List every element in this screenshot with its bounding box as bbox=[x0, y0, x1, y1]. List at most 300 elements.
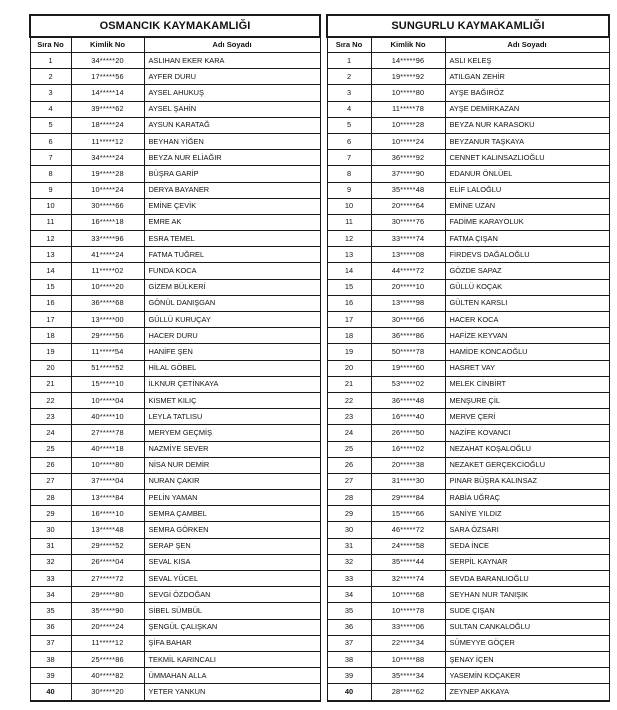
row-number: 25 bbox=[327, 441, 371, 457]
id-number: 30*****66 bbox=[371, 312, 445, 328]
table-row bbox=[30, 554, 320, 570]
full-name: CENNET KALINSAZLIOĞLU bbox=[445, 150, 609, 166]
row-number: 3 bbox=[30, 85, 71, 101]
row-number: 5 bbox=[30, 117, 71, 133]
row-number: 21 bbox=[327, 376, 371, 392]
full-name: ÜMMAHAN ALLA bbox=[144, 668, 320, 684]
full-name: FATMA TUĞREL bbox=[144, 247, 320, 263]
id-number: 41*****24 bbox=[71, 247, 144, 263]
id-number: 33*****96 bbox=[71, 231, 144, 247]
row-number: 6 bbox=[327, 133, 371, 149]
sungurlu-table bbox=[326, 14, 610, 702]
table-row bbox=[30, 587, 320, 603]
row-number: 11 bbox=[327, 214, 371, 230]
row-number: 32 bbox=[327, 554, 371, 570]
full-name: SÜMEYYE GÖÇER bbox=[445, 635, 609, 651]
full-name: ŞENAY İÇEN bbox=[445, 651, 609, 667]
row-number: 19 bbox=[327, 344, 371, 360]
id-number: 29*****84 bbox=[371, 490, 445, 506]
id-number: 16*****18 bbox=[71, 214, 144, 230]
row-number: 11 bbox=[30, 214, 71, 230]
row-number: 2 bbox=[30, 69, 71, 85]
osmancik-title: OSMANCIK KAYMAKAMLIĞI bbox=[30, 15, 320, 37]
full-name: SERPİL KAYNAR bbox=[445, 554, 609, 570]
table-row bbox=[30, 53, 320, 69]
row-number: 24 bbox=[327, 425, 371, 441]
id-number: 17*****56 bbox=[71, 69, 144, 85]
row-number: 29 bbox=[30, 506, 71, 522]
row-number: 20 bbox=[327, 360, 371, 376]
row-number: 15 bbox=[327, 279, 371, 295]
table-row bbox=[30, 295, 320, 311]
table-row bbox=[30, 603, 320, 619]
row-number: 14 bbox=[30, 263, 71, 279]
row-number: 7 bbox=[327, 150, 371, 166]
row-number: 9 bbox=[327, 182, 371, 198]
full-name: HASRET VAY bbox=[445, 360, 609, 376]
row-number: 15 bbox=[30, 279, 71, 295]
full-name: TEKMİL KARINCALI bbox=[144, 651, 320, 667]
full-name: MELEK CİNBİRT bbox=[445, 376, 609, 392]
id-number: 19*****60 bbox=[371, 360, 445, 376]
row-number: 37 bbox=[30, 635, 71, 651]
full-name: NURAN ÇAKIR bbox=[144, 473, 320, 489]
row-number: 22 bbox=[327, 392, 371, 408]
full-name: YASEMİN KOÇAKER bbox=[445, 668, 609, 684]
column-header-name: Adı Soyadı bbox=[144, 37, 320, 53]
full-name: ATILGAN ZEHİR bbox=[445, 69, 609, 85]
id-number: 15*****10 bbox=[71, 376, 144, 392]
full-name: GÖZDE SAPAZ bbox=[445, 263, 609, 279]
full-name: AYŞE BAĞIRÖZ bbox=[445, 85, 609, 101]
row-number: 35 bbox=[327, 603, 371, 619]
id-number: 34*****24 bbox=[71, 150, 144, 166]
row-number: 13 bbox=[327, 247, 371, 263]
row-number: 39 bbox=[327, 668, 371, 684]
full-name: SERAP ŞEN bbox=[144, 538, 320, 554]
table-row bbox=[327, 619, 609, 635]
id-number: 50*****78 bbox=[371, 344, 445, 360]
sungurlu-rows bbox=[327, 53, 609, 701]
full-name: GİZEM BÜLKERİ bbox=[144, 279, 320, 295]
full-name: SEVAL KISA bbox=[144, 554, 320, 570]
table-row bbox=[30, 247, 320, 263]
row-number: 36 bbox=[30, 619, 71, 635]
id-number: 35*****90 bbox=[71, 603, 144, 619]
id-number: 39*****62 bbox=[71, 101, 144, 117]
table-row bbox=[327, 214, 609, 230]
table-row bbox=[30, 635, 320, 651]
full-name: ŞİFA BAHAR bbox=[144, 635, 320, 651]
table-row bbox=[327, 392, 609, 408]
row-number: 10 bbox=[327, 198, 371, 214]
id-number: 46*****72 bbox=[371, 522, 445, 538]
table-row bbox=[327, 587, 609, 603]
table-row bbox=[327, 69, 609, 85]
column-header-id: Kimlik No bbox=[71, 37, 144, 53]
full-name: AYSUN KARATAĞ bbox=[144, 117, 320, 133]
row-number: 27 bbox=[30, 473, 71, 489]
id-number: 10*****04 bbox=[71, 392, 144, 408]
table-row bbox=[327, 538, 609, 554]
full-name: SARA ÖZSARI bbox=[445, 522, 609, 538]
id-number: 44*****72 bbox=[371, 263, 445, 279]
full-name: SİBEL SÜMBÜL bbox=[144, 603, 320, 619]
full-name: SULTAN CANKALOĞLU bbox=[445, 619, 609, 635]
table-row bbox=[327, 651, 609, 667]
column-header-id: Kimlik No bbox=[371, 37, 445, 53]
osmancik-rows bbox=[30, 53, 320, 701]
id-number: 24*****58 bbox=[371, 538, 445, 554]
id-number: 10*****88 bbox=[371, 651, 445, 667]
id-number: 27*****78 bbox=[71, 425, 144, 441]
full-name: LEYLA TATLISU bbox=[144, 409, 320, 425]
table-row bbox=[30, 198, 320, 214]
table-row bbox=[327, 344, 609, 360]
row-number: 36 bbox=[327, 619, 371, 635]
row-number: 17 bbox=[30, 312, 71, 328]
row-number: 7 bbox=[30, 150, 71, 166]
full-name: SUDE ÇIŞAN bbox=[445, 603, 609, 619]
table-row bbox=[327, 684, 609, 701]
id-number: 37*****04 bbox=[71, 473, 144, 489]
id-number: 51*****52 bbox=[71, 360, 144, 376]
id-number: 13*****08 bbox=[371, 247, 445, 263]
full-name: BEYZANUR TAŞKAYA bbox=[445, 133, 609, 149]
row-number: 16 bbox=[30, 295, 71, 311]
full-name: NİSA NUR DEMİR bbox=[144, 457, 320, 473]
row-number: 25 bbox=[30, 441, 71, 457]
id-number: 11*****54 bbox=[71, 344, 144, 360]
row-number: 18 bbox=[327, 328, 371, 344]
row-number: 35 bbox=[30, 603, 71, 619]
full-name: NAZİFE KOVANCI bbox=[445, 425, 609, 441]
full-name: EMİNE UZAN bbox=[445, 198, 609, 214]
row-number: 22 bbox=[30, 392, 71, 408]
row-number: 2 bbox=[327, 69, 371, 85]
table-row bbox=[327, 53, 609, 69]
id-number: 26*****04 bbox=[71, 554, 144, 570]
id-number: 37*****90 bbox=[371, 166, 445, 182]
id-number: 13*****84 bbox=[71, 490, 144, 506]
id-number: 11*****12 bbox=[71, 133, 144, 149]
full-name: FATMA ÇIŞAN bbox=[445, 231, 609, 247]
table-row bbox=[30, 392, 320, 408]
table-row bbox=[30, 538, 320, 554]
table-row bbox=[327, 279, 609, 295]
row-number: 24 bbox=[30, 425, 71, 441]
full-name: EMİNE ÇEVİK bbox=[144, 198, 320, 214]
row-number: 38 bbox=[30, 651, 71, 667]
row-number: 20 bbox=[30, 360, 71, 376]
table-row bbox=[327, 360, 609, 376]
full-name: BEYZA NUR KARASOKU bbox=[445, 117, 609, 133]
row-number: 26 bbox=[30, 457, 71, 473]
table-row bbox=[327, 182, 609, 198]
full-name: BEYHAN YİĞEN bbox=[144, 133, 320, 149]
table-row bbox=[327, 166, 609, 182]
full-name: MERVE ÇERİ bbox=[445, 409, 609, 425]
id-number: 22*****34 bbox=[371, 635, 445, 651]
row-number: 28 bbox=[327, 490, 371, 506]
row-number: 4 bbox=[327, 101, 371, 117]
full-name: SEYHAN NUR TANIŞIK bbox=[445, 587, 609, 603]
id-number: 10*****80 bbox=[371, 85, 445, 101]
row-number: 23 bbox=[30, 409, 71, 425]
table-row bbox=[30, 441, 320, 457]
table-row bbox=[327, 522, 609, 538]
column-header-no: Sıra No bbox=[30, 37, 71, 53]
id-number: 33*****74 bbox=[371, 231, 445, 247]
id-number: 11*****02 bbox=[71, 263, 144, 279]
full-name: AYSEL ŞAHİN bbox=[144, 101, 320, 117]
id-number: 14*****96 bbox=[371, 53, 445, 69]
table-row bbox=[327, 231, 609, 247]
full-name: ELİF LALOĞLU bbox=[445, 182, 609, 198]
full-name: RABİA UĞRAÇ bbox=[445, 490, 609, 506]
id-number: 10*****24 bbox=[71, 182, 144, 198]
row-number: 31 bbox=[30, 538, 71, 554]
full-name: AYŞE DEMİRKAZAN bbox=[445, 101, 609, 117]
id-number: 15*****66 bbox=[371, 506, 445, 522]
id-number: 31*****30 bbox=[371, 473, 445, 489]
id-number: 10*****68 bbox=[371, 587, 445, 603]
table-row bbox=[30, 328, 320, 344]
id-number: 40*****18 bbox=[71, 441, 144, 457]
full-name: MENŞURE ÇİL bbox=[445, 392, 609, 408]
table-row bbox=[30, 214, 320, 230]
full-name: SEVGİ ÖZDOĞAN bbox=[144, 587, 320, 603]
table-row bbox=[30, 571, 320, 587]
table-row bbox=[30, 312, 320, 328]
table-row bbox=[327, 295, 609, 311]
row-number: 26 bbox=[327, 457, 371, 473]
full-name: NAZMİYE SEVER bbox=[144, 441, 320, 457]
table-row bbox=[30, 668, 320, 684]
table-row bbox=[30, 231, 320, 247]
full-name: PINAR BÜŞRA KALINSAZ bbox=[445, 473, 609, 489]
full-name: HAMİDE KONCAOĞLU bbox=[445, 344, 609, 360]
id-number: 29*****80 bbox=[71, 587, 144, 603]
full-name: GÜLLÜ KOÇAK bbox=[445, 279, 609, 295]
full-name: PELİN YAMAN bbox=[144, 490, 320, 506]
table-row bbox=[327, 425, 609, 441]
id-number: 19*****28 bbox=[71, 166, 144, 182]
table-row bbox=[30, 651, 320, 667]
table-row bbox=[30, 69, 320, 85]
row-number: 9 bbox=[30, 182, 71, 198]
id-number: 16*****40 bbox=[371, 409, 445, 425]
full-name: KISMET KILIÇ bbox=[144, 392, 320, 408]
row-number: 12 bbox=[327, 231, 371, 247]
full-name: ASLI KELEŞ bbox=[445, 53, 609, 69]
row-number: 12 bbox=[30, 231, 71, 247]
table-row bbox=[327, 198, 609, 214]
row-number: 30 bbox=[30, 522, 71, 538]
full-name: MERYEM GEÇMİŞ bbox=[144, 425, 320, 441]
row-number: 40 bbox=[327, 684, 371, 701]
full-name: GÜLTEN KARSLI bbox=[445, 295, 609, 311]
id-number: 35*****44 bbox=[371, 554, 445, 570]
full-name: NEZAHAT KOŞALOĞLU bbox=[445, 441, 609, 457]
table-row bbox=[30, 344, 320, 360]
table-row bbox=[327, 603, 609, 619]
row-number: 1 bbox=[30, 53, 71, 69]
full-name: HİLAL GÖBEL bbox=[144, 360, 320, 376]
row-number: 16 bbox=[327, 295, 371, 311]
id-number: 28*****62 bbox=[371, 684, 445, 701]
row-number: 6 bbox=[30, 133, 71, 149]
row-number: 32 bbox=[30, 554, 71, 570]
table-row bbox=[327, 133, 609, 149]
id-number: 40*****82 bbox=[71, 668, 144, 684]
full-name: EDANUR ÖNLÜEL bbox=[445, 166, 609, 182]
osmancik-table bbox=[29, 14, 321, 702]
full-name: FUNDA KOCA bbox=[144, 263, 320, 279]
full-name: ASLIHAN EKER KARA bbox=[144, 53, 320, 69]
table-row bbox=[327, 117, 609, 133]
id-number: 35*****48 bbox=[371, 182, 445, 198]
table-row bbox=[30, 376, 320, 392]
row-number: 5 bbox=[327, 117, 371, 133]
table-row bbox=[30, 490, 320, 506]
id-number: 27*****72 bbox=[71, 571, 144, 587]
row-number: 21 bbox=[30, 376, 71, 392]
id-number: 36*****68 bbox=[71, 295, 144, 311]
table-row bbox=[30, 150, 320, 166]
table-row bbox=[30, 360, 320, 376]
osmancik-list bbox=[29, 14, 321, 702]
row-number: 28 bbox=[30, 490, 71, 506]
table-row bbox=[30, 101, 320, 117]
full-name: İLKNUR ÇETİNKAYA bbox=[144, 376, 320, 392]
table-row bbox=[30, 279, 320, 295]
id-number: 20*****10 bbox=[371, 279, 445, 295]
full-name: GÜLLÜ KURUÇAY bbox=[144, 312, 320, 328]
full-name: YETER YANKUN bbox=[144, 684, 320, 701]
id-number: 30*****76 bbox=[371, 214, 445, 230]
id-number: 10*****80 bbox=[71, 457, 144, 473]
table-row bbox=[30, 166, 320, 182]
id-number: 32*****74 bbox=[371, 571, 445, 587]
table-row bbox=[30, 425, 320, 441]
row-number: 34 bbox=[30, 587, 71, 603]
full-name: HACER DURU bbox=[144, 328, 320, 344]
id-number: 36*****48 bbox=[371, 392, 445, 408]
table-row bbox=[30, 522, 320, 538]
table-row bbox=[327, 668, 609, 684]
table-row bbox=[327, 506, 609, 522]
id-number: 18*****24 bbox=[71, 117, 144, 133]
id-number: 40*****10 bbox=[71, 409, 144, 425]
row-number: 39 bbox=[30, 668, 71, 684]
full-name: ZEYNEP AKKAYA bbox=[445, 684, 609, 701]
id-number: 13*****48 bbox=[71, 522, 144, 538]
id-number: 20*****64 bbox=[371, 198, 445, 214]
id-number: 33*****06 bbox=[371, 619, 445, 635]
row-number: 30 bbox=[327, 522, 371, 538]
sungurlu-list bbox=[326, 14, 610, 702]
full-name: SEMRA ÇAMBEL bbox=[144, 506, 320, 522]
id-number: 14*****14 bbox=[71, 85, 144, 101]
table-row bbox=[327, 85, 609, 101]
row-number: 23 bbox=[327, 409, 371, 425]
row-number: 34 bbox=[327, 587, 371, 603]
row-number: 4 bbox=[30, 101, 71, 117]
full-name: BEYZA NUR ELİAĞIR bbox=[144, 150, 320, 166]
full-name: SEVDA BARANLIOĞLU bbox=[445, 571, 609, 587]
row-number: 17 bbox=[327, 312, 371, 328]
full-name: GÖNÜL DANIŞGAN bbox=[144, 295, 320, 311]
full-name: HACER KOCA bbox=[445, 312, 609, 328]
table-row bbox=[30, 457, 320, 473]
row-number: 31 bbox=[327, 538, 371, 554]
row-number: 1 bbox=[327, 53, 371, 69]
table-row bbox=[327, 490, 609, 506]
row-number: 29 bbox=[327, 506, 371, 522]
table-row bbox=[30, 409, 320, 425]
table-row bbox=[30, 619, 320, 635]
row-number: 3 bbox=[327, 85, 371, 101]
table-row bbox=[327, 376, 609, 392]
row-number: 18 bbox=[30, 328, 71, 344]
table-row bbox=[327, 150, 609, 166]
row-number: 40 bbox=[30, 684, 71, 701]
row-number: 38 bbox=[327, 651, 371, 667]
table-row bbox=[327, 441, 609, 457]
table-row bbox=[30, 85, 320, 101]
full-name: AYSEL AHUKUŞ bbox=[144, 85, 320, 101]
table-row bbox=[327, 409, 609, 425]
id-number: 10*****78 bbox=[371, 603, 445, 619]
table-row bbox=[30, 182, 320, 198]
id-number: 30*****20 bbox=[71, 684, 144, 701]
id-number: 11*****78 bbox=[371, 101, 445, 117]
table-row bbox=[327, 635, 609, 651]
table-row bbox=[327, 101, 609, 117]
id-number: 20*****38 bbox=[371, 457, 445, 473]
full-name: HANİFE ŞEN bbox=[144, 344, 320, 360]
id-number: 20*****24 bbox=[71, 619, 144, 635]
row-number: 10 bbox=[30, 198, 71, 214]
id-number: 11*****12 bbox=[71, 635, 144, 651]
column-header-no: Sıra No bbox=[327, 37, 371, 53]
id-number: 19*****92 bbox=[371, 69, 445, 85]
id-number: 26*****50 bbox=[371, 425, 445, 441]
id-number: 36*****92 bbox=[371, 150, 445, 166]
table-row bbox=[30, 263, 320, 279]
row-number: 33 bbox=[327, 571, 371, 587]
row-number: 13 bbox=[30, 247, 71, 263]
row-number: 33 bbox=[30, 571, 71, 587]
full-name: EMRE AK bbox=[144, 214, 320, 230]
id-number: 25*****86 bbox=[71, 651, 144, 667]
row-number: 8 bbox=[327, 166, 371, 182]
table-row bbox=[30, 506, 320, 522]
id-number: 16*****02 bbox=[371, 441, 445, 457]
id-number: 36*****86 bbox=[371, 328, 445, 344]
full-name: BÜŞRA GARİP bbox=[144, 166, 320, 182]
table-row bbox=[327, 571, 609, 587]
id-number: 10*****20 bbox=[71, 279, 144, 295]
id-number: 34*****20 bbox=[71, 53, 144, 69]
id-number: 53*****02 bbox=[371, 376, 445, 392]
row-number: 27 bbox=[327, 473, 371, 489]
id-number: 16*****10 bbox=[71, 506, 144, 522]
full-name: SEMRA GÖRKEN bbox=[144, 522, 320, 538]
full-name: NEZAKET GERÇEKCİOĞLU bbox=[445, 457, 609, 473]
id-number: 29*****56 bbox=[71, 328, 144, 344]
